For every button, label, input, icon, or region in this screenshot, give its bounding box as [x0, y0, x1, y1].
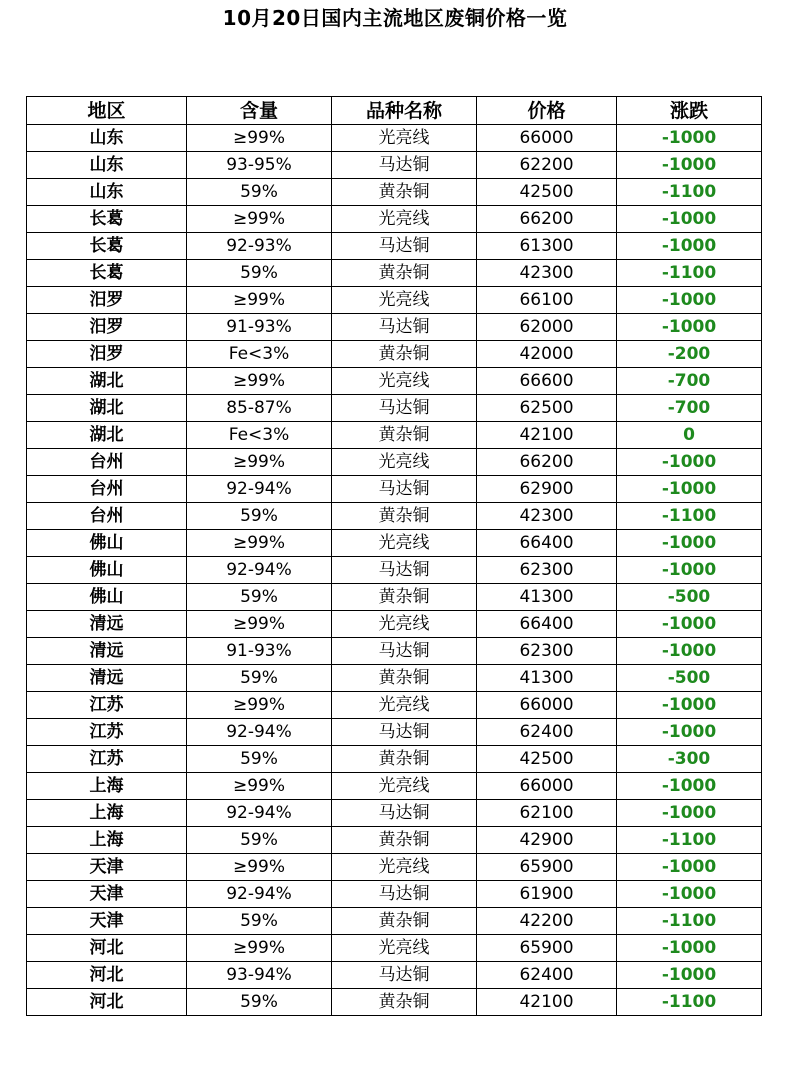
cell-content: 92-94% [187, 881, 332, 908]
cell-price: 65900 [477, 935, 617, 962]
cell-name: 光亮线 [332, 287, 477, 314]
table-row [27, 125, 762, 152]
cell-region: 河北 [27, 962, 187, 989]
cell-content: 93-94% [187, 962, 332, 989]
cell-content: ≥99% [187, 368, 332, 395]
table-row [27, 395, 762, 422]
cell-content: ≥99% [187, 773, 332, 800]
cell-change: -1000 [617, 206, 762, 233]
cell-region: 清远 [27, 665, 187, 692]
cell-price: 42900 [477, 827, 617, 854]
cell-price: 65900 [477, 854, 617, 881]
cell-content: 59% [187, 503, 332, 530]
table-row [27, 260, 762, 287]
cell-price: 62200 [477, 152, 617, 179]
cell-content: 59% [187, 584, 332, 611]
table-row [27, 638, 762, 665]
cell-region: 湖北 [27, 395, 187, 422]
cell-name: 黄杂铜 [332, 584, 477, 611]
cell-price: 66100 [477, 287, 617, 314]
cell-name: 马达铜 [332, 638, 477, 665]
cell-change: -200 [617, 341, 762, 368]
table-row [27, 935, 762, 962]
cell-content: ≥99% [187, 206, 332, 233]
cell-content: 92-94% [187, 557, 332, 584]
cell-content: ≥99% [187, 287, 332, 314]
cell-change: -1000 [617, 800, 762, 827]
cell-region: 山东 [27, 152, 187, 179]
cell-name: 黄杂铜 [332, 827, 477, 854]
table-row [27, 854, 762, 881]
header-content: 含量 [187, 97, 332, 125]
cell-price: 41300 [477, 665, 617, 692]
cell-price: 62300 [477, 557, 617, 584]
cell-change: -1000 [617, 530, 762, 557]
cell-name: 光亮线 [332, 935, 477, 962]
cell-region: 湖北 [27, 368, 187, 395]
table-row [27, 233, 762, 260]
cell-change: -1000 [617, 287, 762, 314]
cell-name: 黄杂铜 [332, 746, 477, 773]
cell-region: 汨罗 [27, 341, 187, 368]
table-header-row [27, 97, 762, 125]
cell-region: 天津 [27, 908, 187, 935]
page-title: 10月20日国内主流地区废铜价格一览 [222, 6, 568, 30]
cell-region: 汨罗 [27, 287, 187, 314]
cell-change: -500 [617, 584, 762, 611]
cell-region: 江苏 [27, 719, 187, 746]
cell-region: 长葛 [27, 260, 187, 287]
cell-change: -1000 [617, 233, 762, 260]
cell-region: 佛山 [27, 530, 187, 557]
cell-name: 光亮线 [332, 854, 477, 881]
cell-change: -1000 [617, 692, 762, 719]
cell-name: 黄杂铜 [332, 989, 477, 1016]
table-row [27, 773, 762, 800]
cell-region: 山东 [27, 125, 187, 152]
cell-price: 42500 [477, 179, 617, 206]
table-row [27, 719, 762, 746]
cell-name: 光亮线 [332, 773, 477, 800]
header-price: 价格 [477, 97, 617, 125]
cell-region: 河北 [27, 935, 187, 962]
cell-name: 黄杂铜 [332, 665, 477, 692]
cell-price: 62900 [477, 476, 617, 503]
table-row [27, 881, 762, 908]
table-row [27, 341, 762, 368]
cell-change: -1000 [617, 935, 762, 962]
cell-name: 马达铜 [332, 557, 477, 584]
cell-name: 黄杂铜 [332, 503, 477, 530]
cell-price: 62300 [477, 638, 617, 665]
cell-change: -1000 [617, 962, 762, 989]
header-name: 品种名称 [332, 97, 477, 125]
header-change: 涨跌 [617, 97, 762, 125]
cell-change: -1000 [617, 152, 762, 179]
cell-content: 59% [187, 179, 332, 206]
cell-name: 马达铜 [332, 719, 477, 746]
cell-change: -1000 [617, 611, 762, 638]
cell-content: ≥99% [187, 692, 332, 719]
cell-change: 0 [617, 422, 762, 449]
cell-content: ≥99% [187, 449, 332, 476]
cell-content: 92-94% [187, 719, 332, 746]
cell-change: -1000 [617, 449, 762, 476]
cell-name: 光亮线 [332, 368, 477, 395]
cell-name: 黄杂铜 [332, 422, 477, 449]
cell-name: 马达铜 [332, 962, 477, 989]
cell-change: -1000 [617, 719, 762, 746]
cell-name: 马达铜 [332, 800, 477, 827]
cell-price: 62500 [477, 395, 617, 422]
cell-content: ≥99% [187, 935, 332, 962]
cell-content: 91-93% [187, 314, 332, 341]
cell-change: -1000 [617, 557, 762, 584]
cell-name: 马达铜 [332, 152, 477, 179]
cell-name: 马达铜 [332, 395, 477, 422]
cell-price: 66000 [477, 692, 617, 719]
cell-change: -1000 [617, 881, 762, 908]
cell-price: 66200 [477, 206, 617, 233]
cell-content: 92-94% [187, 800, 332, 827]
cell-change: -300 [617, 746, 762, 773]
cell-content: ≥99% [187, 854, 332, 881]
cell-price: 42300 [477, 260, 617, 287]
cell-region: 汨罗 [27, 314, 187, 341]
cell-region: 湖北 [27, 422, 187, 449]
cell-content: Fe<3% [187, 422, 332, 449]
table-row [27, 800, 762, 827]
cell-change: -1000 [617, 854, 762, 881]
table-row [27, 692, 762, 719]
cell-change: -1100 [617, 503, 762, 530]
cell-region: 天津 [27, 881, 187, 908]
cell-change: -700 [617, 368, 762, 395]
table-row [27, 422, 762, 449]
cell-change: -500 [617, 665, 762, 692]
cell-price: 42100 [477, 989, 617, 1016]
table-row [27, 152, 762, 179]
table-row [27, 179, 762, 206]
table-row [27, 584, 762, 611]
cell-content: ≥99% [187, 530, 332, 557]
cell-region: 山东 [27, 179, 187, 206]
cell-change: -1100 [617, 908, 762, 935]
cell-name: 马达铜 [332, 233, 477, 260]
table-row [27, 530, 762, 557]
cell-price: 42200 [477, 908, 617, 935]
table-row [27, 476, 762, 503]
cell-content: ≥99% [187, 125, 332, 152]
cell-name: 光亮线 [332, 449, 477, 476]
cell-name: 光亮线 [332, 692, 477, 719]
table-row [27, 314, 762, 341]
table-row [27, 557, 762, 584]
price-table [26, 96, 762, 1016]
cell-content: 59% [187, 746, 332, 773]
cell-change: -1000 [617, 773, 762, 800]
header-region: 地区 [27, 97, 187, 125]
cell-content: 59% [187, 827, 332, 854]
cell-content: 93-95% [187, 152, 332, 179]
cell-region: 上海 [27, 827, 187, 854]
cell-price: 66000 [477, 125, 617, 152]
cell-price: 42500 [477, 746, 617, 773]
cell-content: 59% [187, 989, 332, 1016]
cell-change: -1100 [617, 989, 762, 1016]
cell-price: 66400 [477, 611, 617, 638]
cell-price: 42100 [477, 422, 617, 449]
cell-change: -1100 [617, 260, 762, 287]
cell-price: 66000 [477, 773, 617, 800]
table-row [27, 287, 762, 314]
cell-price: 42300 [477, 503, 617, 530]
cell-region: 台州 [27, 476, 187, 503]
cell-price: 62100 [477, 800, 617, 827]
cell-name: 光亮线 [332, 611, 477, 638]
cell-region: 台州 [27, 503, 187, 530]
cell-region: 清远 [27, 611, 187, 638]
cell-name: 光亮线 [332, 530, 477, 557]
cell-name: 马达铜 [332, 476, 477, 503]
cell-name: 光亮线 [332, 206, 477, 233]
cell-change: -1000 [617, 314, 762, 341]
cell-change: -1100 [617, 827, 762, 854]
cell-price: 62000 [477, 314, 617, 341]
cell-content: 59% [187, 908, 332, 935]
cell-price: 66600 [477, 368, 617, 395]
table-body [27, 125, 762, 1016]
cell-content: 92-93% [187, 233, 332, 260]
cell-change: -700 [617, 395, 762, 422]
cell-price: 42000 [477, 341, 617, 368]
table-row [27, 908, 762, 935]
cell-content: 92-94% [187, 476, 332, 503]
cell-region: 佛山 [27, 584, 187, 611]
cell-name: 马达铜 [332, 881, 477, 908]
cell-region: 江苏 [27, 746, 187, 773]
cell-region: 清远 [27, 638, 187, 665]
cell-change: -1100 [617, 179, 762, 206]
cell-region: 长葛 [27, 233, 187, 260]
cell-name: 马达铜 [332, 314, 477, 341]
table-row [27, 665, 762, 692]
cell-price: 62400 [477, 962, 617, 989]
table-row [27, 368, 762, 395]
table-row [27, 989, 762, 1016]
cell-content: 59% [187, 260, 332, 287]
cell-region: 江苏 [27, 692, 187, 719]
cell-price: 41300 [477, 584, 617, 611]
cell-name: 黄杂铜 [332, 341, 477, 368]
cell-price: 61300 [477, 233, 617, 260]
cell-change: -1000 [617, 476, 762, 503]
cell-price: 62400 [477, 719, 617, 746]
cell-name: 黄杂铜 [332, 260, 477, 287]
table-row [27, 206, 762, 233]
cell-change: -1000 [617, 125, 762, 152]
cell-name: 黄杂铜 [332, 179, 477, 206]
table-row [27, 449, 762, 476]
cell-name: 黄杂铜 [332, 908, 477, 935]
cell-region: 上海 [27, 773, 187, 800]
cell-region: 上海 [27, 800, 187, 827]
cell-price: 66200 [477, 449, 617, 476]
cell-region: 佛山 [27, 557, 187, 584]
cell-name: 光亮线 [332, 125, 477, 152]
cell-region: 天津 [27, 854, 187, 881]
cell-price: 61900 [477, 881, 617, 908]
cell-region: 河北 [27, 989, 187, 1016]
cell-change: -1000 [617, 638, 762, 665]
cell-content: Fe<3% [187, 341, 332, 368]
cell-content: 91-93% [187, 638, 332, 665]
table-row [27, 827, 762, 854]
table-row [27, 611, 762, 638]
cell-region: 台州 [27, 449, 187, 476]
cell-content: ≥99% [187, 611, 332, 638]
cell-content: 59% [187, 665, 332, 692]
cell-region: 长葛 [27, 206, 187, 233]
table-row [27, 503, 762, 530]
table-row [27, 746, 762, 773]
table-row [27, 962, 762, 989]
cell-content: 85-87% [187, 395, 332, 422]
cell-price: 66400 [477, 530, 617, 557]
